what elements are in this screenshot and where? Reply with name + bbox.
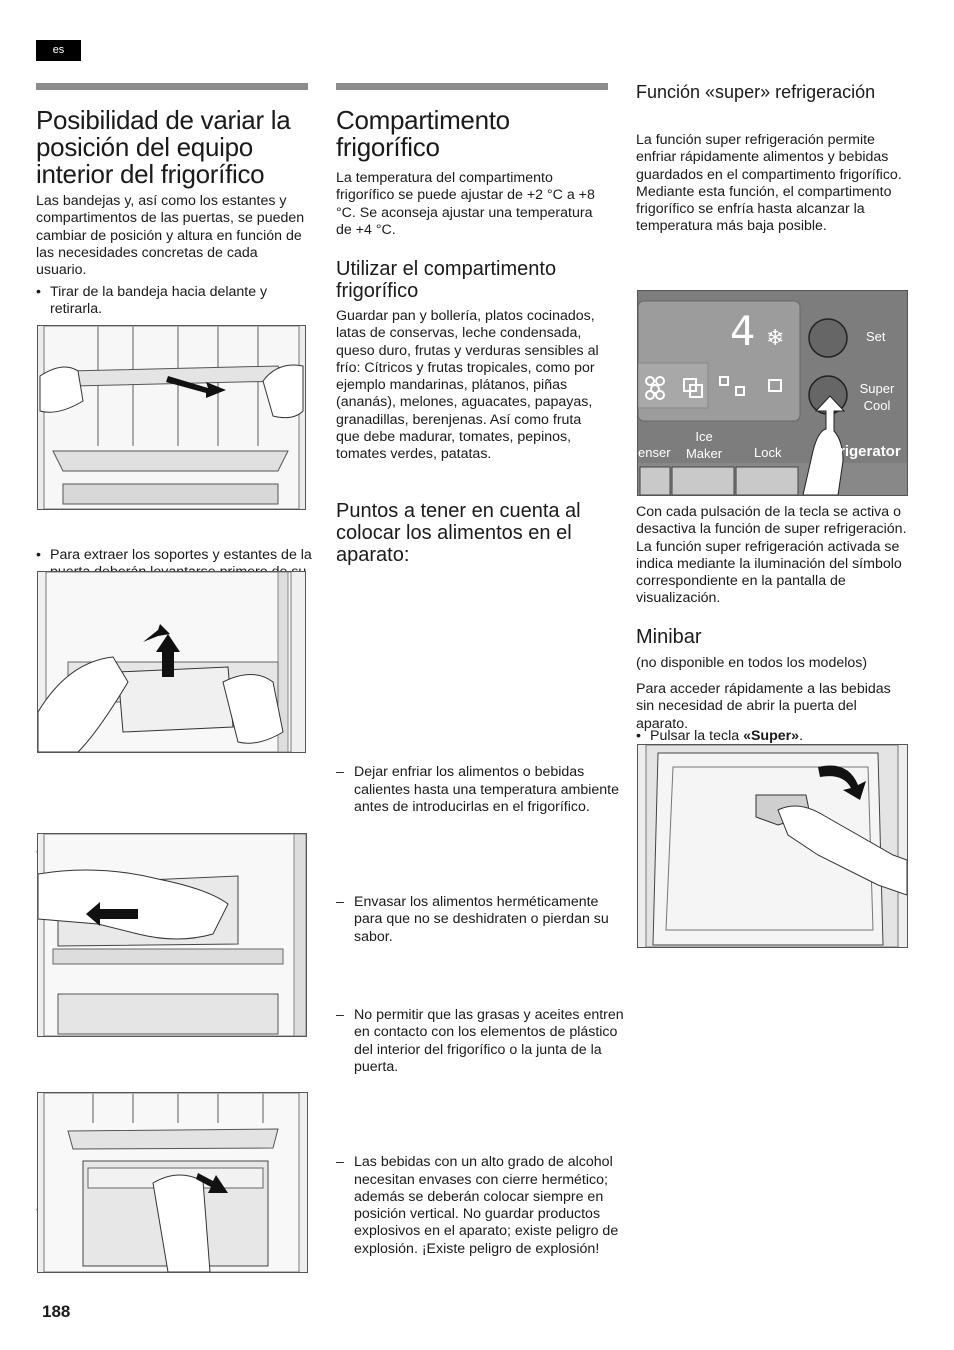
minibar-text: Para acceder rápidamente a las bebidas sin necesidad de abrir la puerta del aparato. xyxy=(636,681,891,732)
ice-label-line2: Maker xyxy=(685,446,723,461)
figure-control-panel xyxy=(637,290,908,496)
figure-butter-compartment xyxy=(37,833,307,1037)
dispenser-label: enser xyxy=(638,445,671,460)
super-cool-button-label xyxy=(858,380,896,414)
use-compartment-text: Guardar pan y bollería, platos cocinados, latas de conservas, leche condensada, queso duro, frutas y verduras sensibles al frío: Cítricos y frutas tropicales, como por ejemplo mandarinas, plátanos, piñas (ananás), melones, aguacates, papayas, granadillas, berenjenas. Así como fruta que debe madurar, tomates, pepinos, tomates verdes, patatas. xyxy=(336,308,599,463)
set-button-label: Set xyxy=(866,329,886,344)
super-label-line2: Cool xyxy=(863,398,891,413)
step-lift-supports: • Para extraer los soportes y estantes de la xyxy=(36,547,314,599)
section-title-minibar: Minibar xyxy=(636,626,702,648)
point-alcohol: – Las bebidas con un alto grado de alcohol necesitan envases con cierre hermético; además se deberán colocar siempre en posición vertical. No guardar productos explosivos en el aparato; existe peligro de explosión. ¡Existe peligro de explosión! xyxy=(336,1154,626,1258)
page-number: 188 xyxy=(42,1302,71,1321)
section-title-position: Posibilidad de variar la posición del equipo interior del frigorífico xyxy=(36,105,291,189)
super-label-line1: Super xyxy=(859,381,895,396)
section-rule xyxy=(336,83,608,90)
snowflake-icon: ❄ xyxy=(766,325,785,350)
figure-door-shelf xyxy=(37,571,306,753)
compartment-intro: La temperatura del compartimento frigorífico se puede ajustar de +2 °C a +8 °C. Se aconseja ajustar una temperatura de +4 °C. xyxy=(336,170,595,238)
step-press-super-key: «Super» xyxy=(743,728,800,745)
ice-maker-label xyxy=(684,428,724,462)
figure-drawer xyxy=(37,1092,308,1273)
supercool-intro: La función super refrigeración permite enfriar rápidamente alimentos y bebidas guardados en el compartimento frigorífico. Mediante esta función, el compartimento frigorífico se enfría hasta alcanzar la temperatura más baja posible. xyxy=(636,132,902,235)
subtitle-use-compartment: Utilizar el compartimento frigorífico xyxy=(336,258,557,302)
lock-label: Lock xyxy=(754,445,782,460)
supercool-after-text: Con cada pulsación de la tecla se activa o desactiva la función de super refrigeración. La función super refrigeración activada se indica mediante la iluminación del símbolo correspondiente en la pantalla de visualización. xyxy=(636,504,907,607)
section-rule xyxy=(36,83,308,90)
point-grease: – No permitir que las grasas y aceites entren en contacto con los elementos de plástico del interior del frigorífico o la junta de la puerta. xyxy=(336,1007,626,1076)
step-pull-shelf: • Tirar de la bandeja hacia delante y retirarla. xyxy=(36,284,312,319)
figure-shelf-removal xyxy=(37,325,306,510)
point-cool-food: – Dejar enfriar los alimentos o bebidas calientes hasta una temperatura ambiente antes de introducirlas en el frigorífico. xyxy=(336,764,626,816)
section-title-supercool: Función «super» refrigeración xyxy=(636,82,876,102)
subtitle-points: Puntos a tener en cuenta al colocar los alimentos en el aparato: xyxy=(336,500,581,566)
section-title-compartment: Compartimento frigorífico xyxy=(336,105,510,162)
refrigerator-label: rigerator xyxy=(839,443,901,460)
minibar-note: (no disponible en todos los modelos) xyxy=(636,655,868,671)
intro-text: Las bandejas y, así como los estantes y compartimentos de las puertas, se pueden cambiar de posición y altura en función de las necesidades concretas de cada usuario. xyxy=(36,193,305,279)
language-tag: es xyxy=(36,40,81,61)
temperature-digit: 4 xyxy=(730,309,756,355)
figure-minibar xyxy=(637,744,908,948)
point-seal-food: – Envasar los alimentos herméticamente para que no se deshidraten o pierdan su sabor. xyxy=(336,894,626,946)
step-press-super-text-a: Pulsar la tecla xyxy=(650,728,744,745)
ice-label-line1: Ice xyxy=(695,429,713,444)
step-press-super-text-c: . xyxy=(799,728,804,745)
